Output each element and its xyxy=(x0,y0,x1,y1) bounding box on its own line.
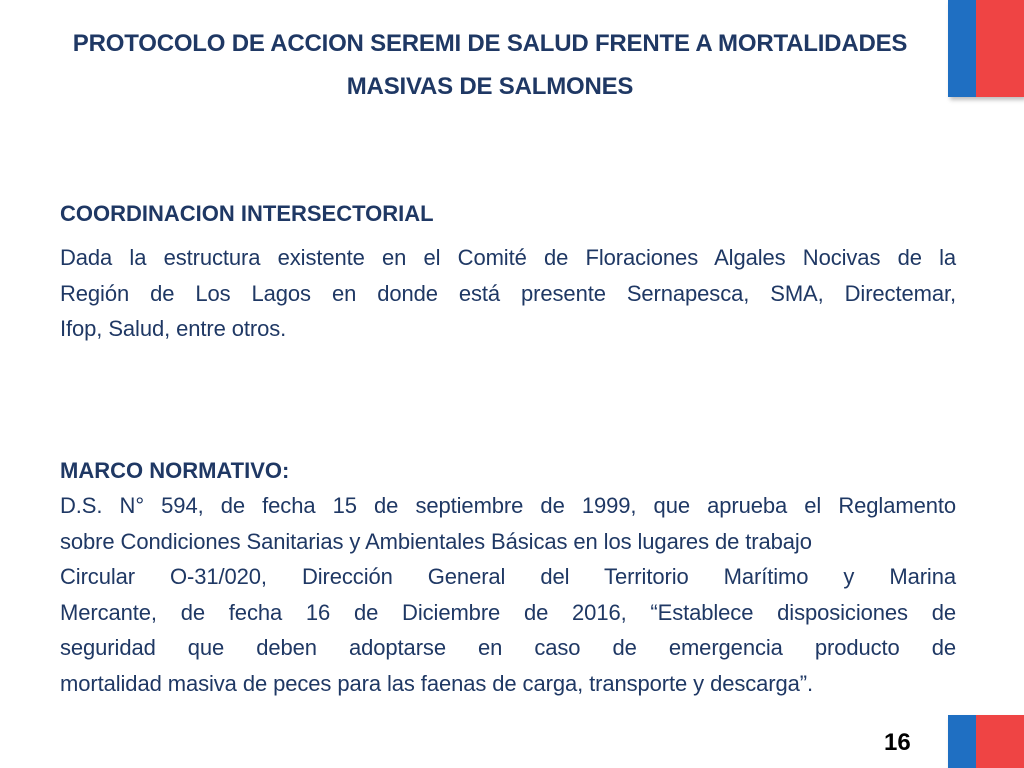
slide-title-line-1: PROTOCOLO DE ACCION SEREMI DE SALUD FRENTE A MORTALIDADES xyxy=(72,30,908,57)
chile-flag-stripe-bottom xyxy=(948,715,1024,768)
slide-title-line-2: MASIVAS DE SALMONES xyxy=(346,73,634,100)
flag-red-band xyxy=(976,715,1024,768)
regulatory-line: Circular O-31/020, Dirección General del Territorio Marítimo y Marina xyxy=(60,564,956,589)
coordination-heading: COORDINACION INTERSECTORIAL xyxy=(60,201,434,226)
regulatory-line: D.S. N° 594, de fecha 15 de septiembre de 1999, que aprueba el Reglamento xyxy=(60,493,956,518)
coordination-line: Región de Los Lagos en donde está presente Sernapesca, SMA, Directemar, xyxy=(60,280,956,306)
regulatory-line: sobre Condiciones Sanitarias y Ambientales Básicas en los lugares de trabajo xyxy=(60,528,812,554)
flag-red-band xyxy=(976,0,1024,97)
regulatory-heading: MARCO NORMATIVO: xyxy=(60,458,290,483)
regulatory-paragraph xyxy=(60,488,956,701)
regulatory-line: Mercante, de fecha 16 de Diciembre de 2016, “Establece disposiciones de xyxy=(60,599,956,625)
flag-blue-band xyxy=(948,715,976,768)
coordination-paragraph xyxy=(60,240,956,347)
regulatory-line: mortalidad masiva de peces para las faenas de carga, transporte y descarga”. xyxy=(60,670,814,696)
regulatory-line: seguridad que deben adoptarse en caso de emergencia producto de xyxy=(60,635,956,660)
coordination-line: Dada la estructura existente en el Comité de Floraciones Algales Nocivas de la xyxy=(60,245,956,270)
coordination-line: Ifop, Salud, entre otros. xyxy=(60,316,287,341)
page-number: 16 xyxy=(884,729,911,756)
